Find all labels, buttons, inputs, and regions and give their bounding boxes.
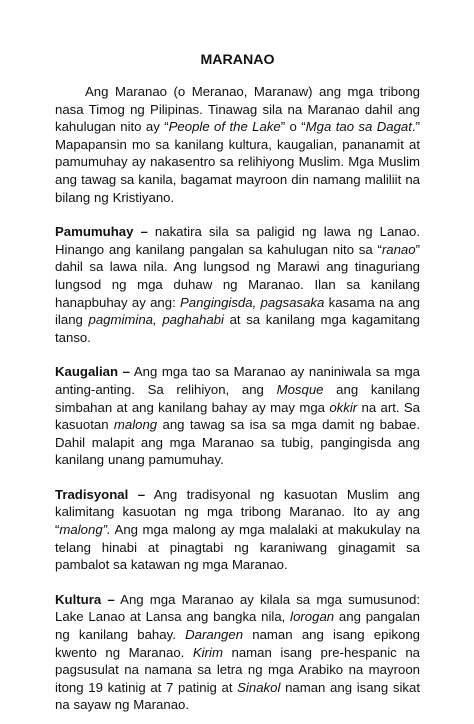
document-title: MARANAO — [200, 52, 275, 68]
kultura-italic-sinakol: Sinakol — [237, 679, 281, 695]
kaugalian-paragraph — [55, 363, 420, 469]
kultura-italic-kirim: Kirim — [192, 644, 223, 660]
kultura-text-1: Ang mga Maranao ay kilala sa mga sumusunod: Lake Lanao at Lansa ang bangka nila, — [55, 591, 420, 625]
intro-text-2: ” o “ — [280, 119, 306, 135]
kultura-text-3: naman ang isang epikong kwento ng Maranao. — [55, 627, 420, 660]
kultura-italic-darangen: Darangen — [185, 627, 244, 643]
pamumuhay-italic-pagmimina: pagmimina, paghahabi — [88, 312, 224, 328]
kultura-paragraph — [55, 591, 420, 714]
kultura-text-5: naman ang isang sikat na sayaw ng Maranao. — [55, 679, 420, 713]
intro-italic-people-of-the-lake: People of the Lake — [168, 119, 281, 135]
kultura-italic-lorogan: lorogan — [290, 609, 335, 625]
intro-italic-mga-tao-sa-dagat: Mga tao sa Dagat — [305, 119, 412, 135]
kultura-heading: Kultura – — [55, 591, 115, 607]
kaugalian-text-4: ang tawag sa isa sa mga damit ng babae. Dahil malapit ang mga Maranao sa tubig, pangingisda ang kanilang unang pamumuhay. — [55, 417, 421, 468]
tradisyonal-paragraph — [55, 486, 420, 574]
tradisyonal-text-1: Ang tradisyonal ng kasuotan Muslim ang kalimitang kasuotan ng mga tribong Maranao. Ito ay ang “ — [55, 486, 420, 538]
pamumuhay-text-4: at sa kanilang mga kagamitang tanso. — [55, 312, 421, 345]
intro-text-1: Ang Maranao (o Meranao, Maranaw) ang mga tribong nasa Timog ng Pilipinas. Tinawag sila na Maranao dahil ang kahulugan nito ay “ — [55, 84, 420, 135]
kaugalian-italic-mosque: Mosque — [276, 381, 324, 397]
kaugalian-italic-malong: malong — [113, 417, 158, 433]
pamumuhay-italic-hanapbuhay: Pangingisda, pagsasaka — [180, 294, 325, 310]
pamumuhay-text-2: ” dahil sa lawa nila. Ang lungsod ng Marawi ang tinaguriang lungsod ng mga duhaw ng Maranao. Ilan sa kanilang hanapbuhay ay ang: — [55, 241, 420, 310]
tradisyonal-text-2: Ang mga malong ay mga malalaki at makukulay na telang hinabi at pinagtabi ng karaniwang ginagamit sa pambalot sa katawan ng mga Maranao. — [55, 522, 420, 573]
kultura-text-2: ang pangalan ng kanilang bahay. — [55, 609, 420, 643]
pamumuhay-paragraph — [55, 223, 420, 346]
tradisyonal-italic-malong: malong”. — [59, 522, 111, 538]
tradisyonal-heading: Tradisyonal – — [55, 486, 146, 502]
pamumuhay-text-3: kasama na ang ilang — [55, 294, 420, 328]
pamumuhay-text-1: nakatira sila sa paligid ng lawa ng Lanao. Hinango ang kanilang pangalan sa kahulugan nito sa “ — [55, 224, 420, 257]
kaugalian-text-1: Ang mga tao sa Maranao ay naniniwala sa mga anting-anting. Sa relihiyon, ang — [55, 364, 420, 397]
kaugalian-italic-okkir: okkir — [329, 399, 358, 415]
intro-text-3: .” Mapapansin mo sa kanilang kultura, kaugalian, pananamit at pamumuhay ay nakasentro sa relihiyong Muslim. Mga Muslim ang tawag sa kanila, bagamat mayroon din namang maliliit na bilang ng Kristiyano. — [55, 119, 420, 205]
kaugalian-text-2: ang kanilang simbahan at ang kanilang bahay ay may mga — [55, 381, 420, 415]
kultura-text-4: naman isang pre-hespanic na pagsusulat na namana sa letra ng mga Arabiko na mayroon itong 19 katinig at 7 patinig at — [55, 644, 420, 695]
pamumuhay-heading: Pamumuhay – — [55, 224, 148, 240]
kaugalian-text-3: na art. Sa kasuotan — [55, 399, 420, 433]
kaugalian-heading: Kaugalian – — [55, 364, 130, 380]
intro-paragraph — [55, 83, 420, 206]
pamumuhay-italic-ranao: ranao — [381, 241, 416, 257]
